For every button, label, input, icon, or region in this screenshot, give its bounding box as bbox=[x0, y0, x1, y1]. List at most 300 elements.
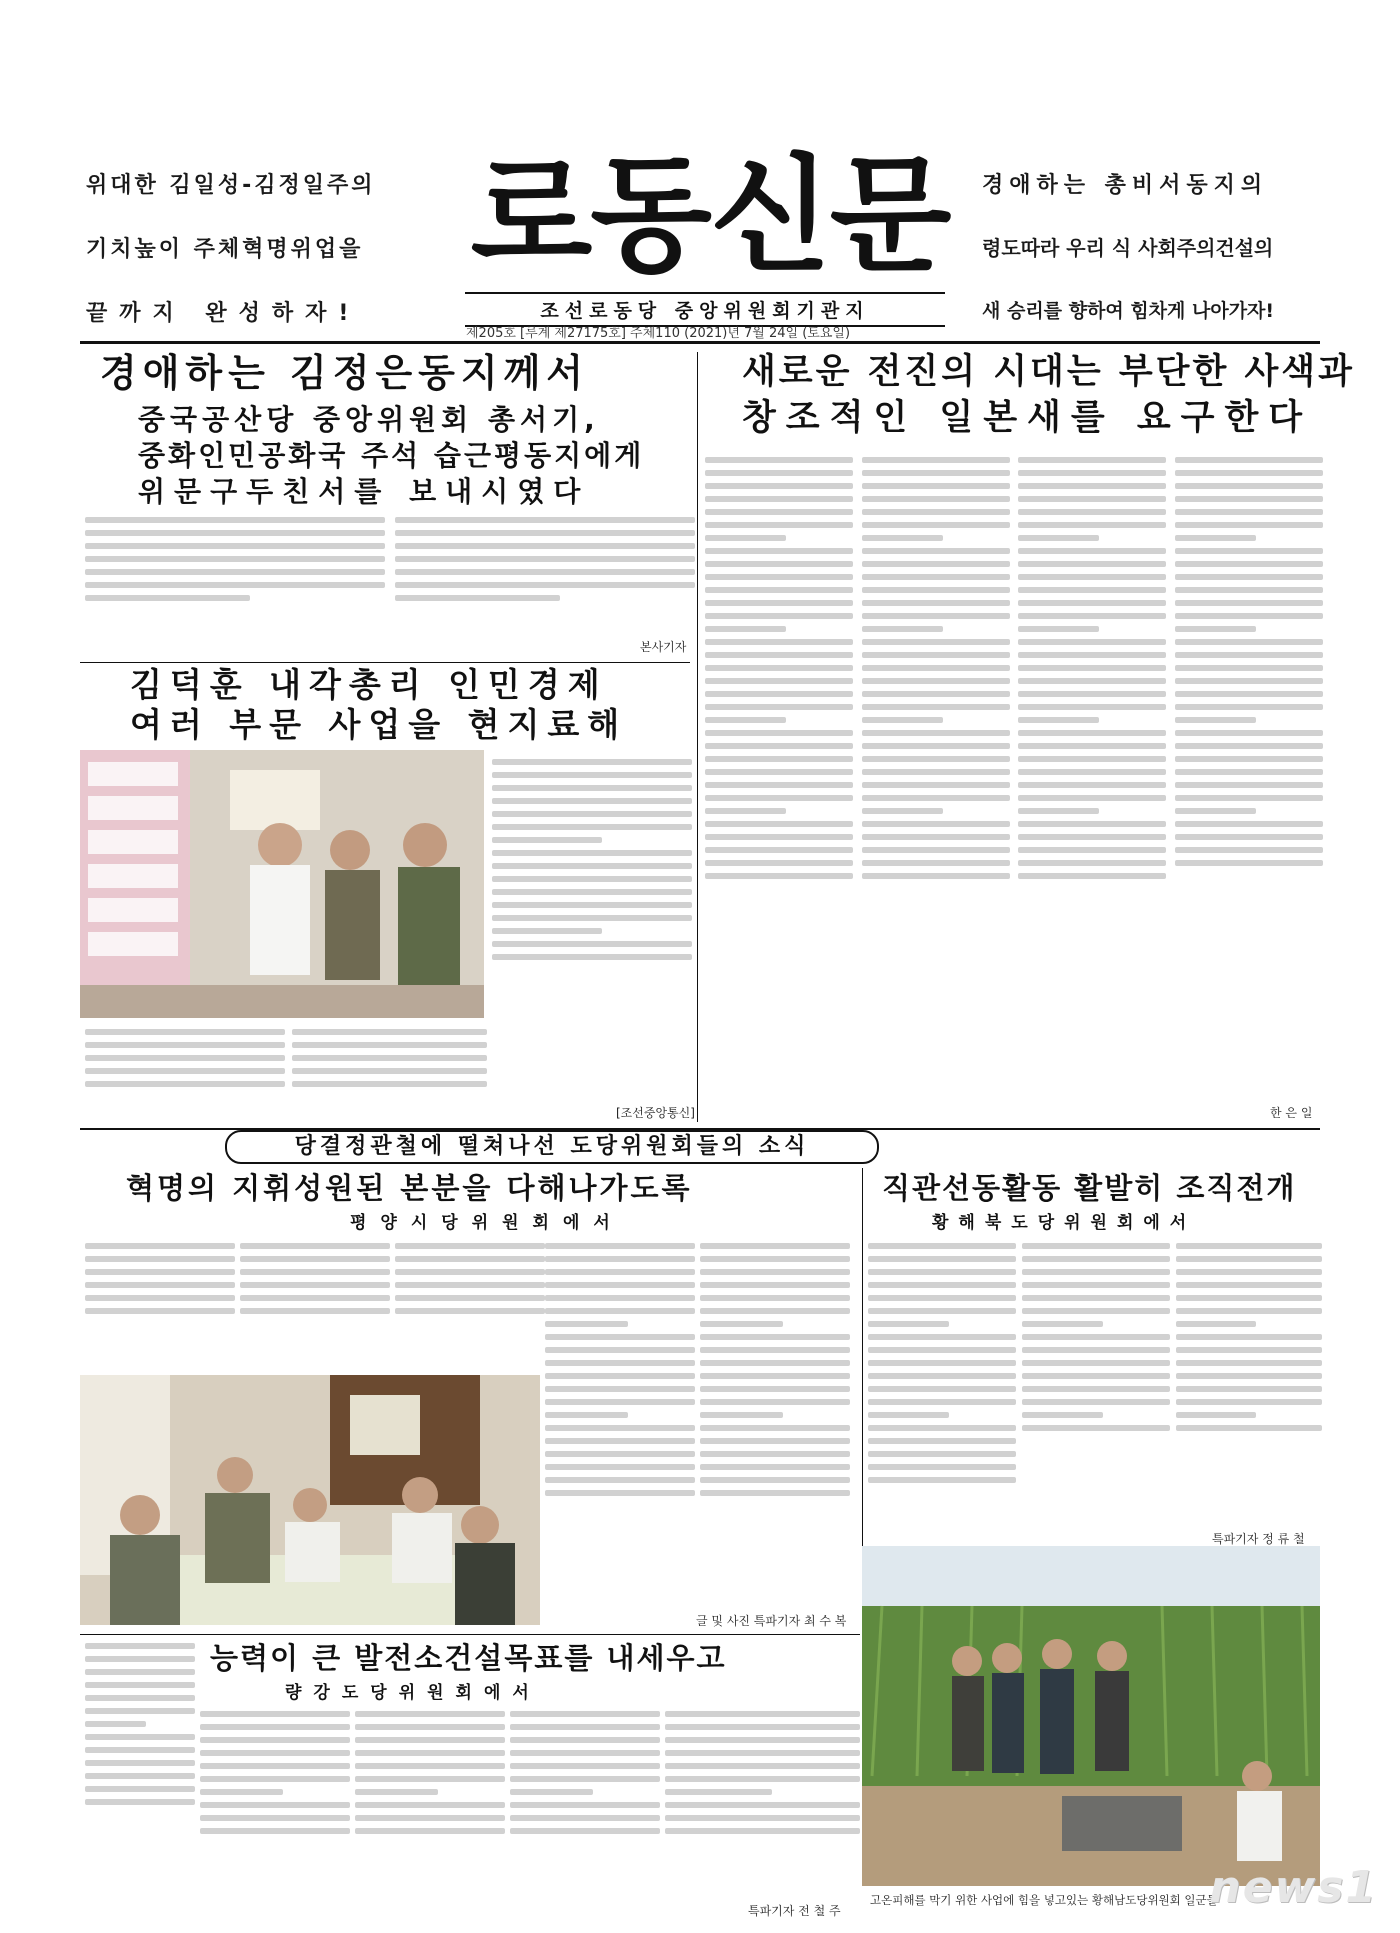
text-line bbox=[85, 1295, 235, 1301]
issue-info: 제205호 [루계 제27175호] 주체110 (2021)년 7월 24일 (토요일) bbox=[466, 326, 851, 341]
text-line bbox=[545, 1321, 628, 1327]
article1-body-col1 bbox=[85, 510, 385, 660]
text-line bbox=[492, 811, 692, 817]
text-line bbox=[492, 772, 692, 778]
text-line bbox=[85, 1042, 285, 1048]
text-line bbox=[862, 470, 1010, 476]
text-line bbox=[1018, 821, 1166, 827]
text-line bbox=[510, 1815, 660, 1821]
text-line bbox=[705, 600, 853, 606]
text-line bbox=[700, 1308, 850, 1314]
text-line bbox=[862, 574, 1010, 580]
article2-body-col3 bbox=[292, 1022, 487, 1122]
text-line bbox=[545, 1425, 695, 1431]
text-line bbox=[395, 543, 695, 549]
text-line bbox=[545, 1256, 695, 1262]
article3-subheadline: 평양시당위원회에서 bbox=[350, 1213, 624, 1233]
text-line bbox=[85, 1068, 285, 1074]
text-line bbox=[492, 759, 692, 765]
text-line bbox=[705, 769, 853, 775]
text-line bbox=[510, 1737, 660, 1743]
text-line bbox=[700, 1269, 850, 1275]
text-line bbox=[545, 1490, 695, 1496]
text-line bbox=[665, 1776, 860, 1782]
text-line bbox=[395, 582, 695, 588]
article1-subheadline-2: 중화인민공화국 주석 습근평동지에게 bbox=[138, 439, 645, 472]
text-line bbox=[700, 1477, 850, 1483]
editorial-body-col3 bbox=[1018, 450, 1166, 1120]
text-line bbox=[492, 850, 692, 856]
text-line bbox=[705, 795, 853, 801]
text-line bbox=[492, 824, 692, 830]
text-line bbox=[1018, 808, 1099, 814]
text-line bbox=[85, 1682, 195, 1688]
text-line bbox=[1175, 717, 1256, 723]
text-line bbox=[1176, 1308, 1322, 1314]
text-line bbox=[355, 1711, 505, 1717]
text-line bbox=[862, 782, 1010, 788]
text-line bbox=[862, 834, 1010, 840]
text-line bbox=[292, 1042, 487, 1048]
text-line bbox=[1175, 756, 1323, 762]
text-line bbox=[545, 1269, 695, 1275]
text-line bbox=[862, 600, 1010, 606]
text-line bbox=[1175, 535, 1256, 541]
text-line bbox=[868, 1399, 1016, 1405]
text-line bbox=[292, 1068, 487, 1074]
text-line bbox=[705, 808, 786, 814]
text-line bbox=[1176, 1399, 1322, 1405]
text-line bbox=[868, 1386, 1016, 1392]
article5-body-col4 bbox=[510, 1704, 660, 1908]
text-line bbox=[1018, 587, 1166, 593]
text-line bbox=[1176, 1347, 1322, 1353]
text-line bbox=[705, 691, 853, 697]
article4-body-col3 bbox=[1176, 1236, 1322, 1536]
text-line bbox=[700, 1347, 850, 1353]
text-line bbox=[1176, 1425, 1322, 1431]
text-line bbox=[1175, 613, 1323, 619]
text-line bbox=[862, 652, 1010, 658]
text-line bbox=[1175, 730, 1323, 736]
text-line bbox=[85, 569, 385, 575]
text-line bbox=[355, 1737, 505, 1743]
text-line bbox=[240, 1256, 390, 1262]
article5-subheadline: 량강도당위원회에서 bbox=[285, 1683, 541, 1703]
text-line bbox=[868, 1282, 1016, 1288]
text-line bbox=[705, 561, 853, 567]
text-line bbox=[1176, 1295, 1322, 1301]
text-line bbox=[395, 595, 560, 601]
text-line bbox=[292, 1029, 487, 1035]
text-line bbox=[395, 556, 695, 562]
farm-photo-illustration bbox=[862, 1546, 1320, 1886]
text-line bbox=[200, 1711, 350, 1717]
text-line bbox=[1018, 522, 1166, 528]
text-line bbox=[1022, 1243, 1170, 1249]
newspaper-title: 로동신문 bbox=[470, 141, 950, 289]
text-line bbox=[1018, 860, 1166, 866]
text-line bbox=[862, 873, 1010, 879]
text-line bbox=[868, 1464, 1016, 1470]
text-line bbox=[862, 626, 943, 632]
article2-byline: [조선중앙통신] bbox=[616, 1106, 695, 1120]
text-line bbox=[862, 743, 1010, 749]
text-line bbox=[1175, 743, 1323, 749]
text-line bbox=[85, 1786, 195, 1792]
left-slogan-line-1: 위대한 김일성-김정일주의 bbox=[86, 173, 376, 198]
text-line bbox=[868, 1321, 949, 1327]
article1-byline: 본사기자 bbox=[640, 640, 687, 654]
text-line bbox=[85, 1747, 195, 1753]
right-slogan-line-2: 령도따라 우리 식 사회주의건설의 bbox=[982, 236, 1274, 260]
text-line bbox=[200, 1828, 350, 1834]
text-line bbox=[1176, 1373, 1322, 1379]
text-line bbox=[85, 530, 385, 536]
masthead-rule bbox=[80, 341, 1320, 344]
text-line bbox=[510, 1750, 660, 1756]
article4-headline: 직관선동활동 활발히 조직전개 bbox=[882, 1171, 1297, 1205]
text-line bbox=[862, 509, 1010, 515]
text-line bbox=[85, 1256, 235, 1262]
text-line bbox=[1022, 1295, 1170, 1301]
text-line bbox=[395, 1256, 545, 1262]
text-line bbox=[240, 1269, 390, 1275]
article5-body-col2 bbox=[200, 1704, 350, 1908]
text-line bbox=[705, 821, 853, 827]
text-line bbox=[240, 1308, 390, 1314]
text-line bbox=[862, 730, 1010, 736]
text-line bbox=[1175, 860, 1323, 866]
text-line bbox=[1018, 561, 1166, 567]
text-line bbox=[705, 782, 853, 788]
text-line bbox=[700, 1334, 850, 1340]
text-line bbox=[862, 691, 1010, 697]
text-line bbox=[200, 1750, 350, 1756]
text-line bbox=[700, 1451, 850, 1457]
text-line bbox=[1018, 678, 1166, 684]
text-line bbox=[1018, 509, 1166, 515]
text-line bbox=[1175, 678, 1323, 684]
text-line bbox=[510, 1724, 660, 1730]
article5-body-col1 bbox=[85, 1636, 195, 1908]
text-line bbox=[545, 1334, 695, 1340]
article1-headline: 경애하는 김정은동지께서 bbox=[100, 351, 590, 395]
text-line bbox=[1176, 1334, 1322, 1340]
text-line bbox=[1175, 795, 1323, 801]
bottom-right-photo-caption: 고온피해를 막기 위한 사업에 힘을 넣고있는 황해남도당위원회 일군들 bbox=[870, 1893, 1218, 1907]
text-line bbox=[1018, 717, 1099, 723]
text-line bbox=[700, 1412, 783, 1418]
text-line bbox=[545, 1412, 628, 1418]
text-line bbox=[492, 889, 692, 895]
text-line bbox=[545, 1399, 695, 1405]
article3-byline: 글 및 사진 특파기자 최 수 복 bbox=[696, 1614, 847, 1628]
article3-headline: 혁명의 지휘성원된 본분을 다해나가도록 bbox=[126, 1171, 693, 1205]
text-line bbox=[705, 509, 853, 515]
text-line bbox=[85, 1282, 235, 1288]
text-line bbox=[705, 743, 853, 749]
text-line bbox=[862, 795, 1010, 801]
text-line bbox=[862, 535, 943, 541]
text-line bbox=[705, 483, 853, 489]
text-line bbox=[665, 1737, 860, 1743]
text-line bbox=[665, 1789, 772, 1795]
text-line bbox=[1175, 782, 1323, 788]
text-line bbox=[395, 1308, 545, 1314]
text-line bbox=[545, 1438, 695, 1444]
text-line bbox=[700, 1243, 850, 1249]
editorial-body-col2 bbox=[862, 450, 1010, 1120]
text-line bbox=[665, 1802, 860, 1808]
editorial-byline: 한 은 일 bbox=[1270, 1106, 1313, 1120]
text-line bbox=[395, 530, 695, 536]
text-line bbox=[705, 587, 853, 593]
text-line bbox=[665, 1724, 860, 1730]
article2-photo bbox=[80, 750, 484, 1018]
text-line bbox=[85, 1760, 195, 1766]
article5-rule bbox=[80, 1634, 860, 1635]
text-line bbox=[355, 1789, 438, 1795]
text-line bbox=[1018, 574, 1166, 580]
text-line bbox=[705, 873, 853, 879]
text-line bbox=[1175, 821, 1323, 827]
text-line bbox=[545, 1243, 695, 1249]
text-line bbox=[1175, 496, 1323, 502]
text-line bbox=[545, 1386, 695, 1392]
text-line bbox=[85, 517, 385, 523]
text-line bbox=[240, 1282, 390, 1288]
text-line bbox=[492, 863, 692, 869]
text-line bbox=[85, 1799, 195, 1805]
text-line bbox=[1018, 457, 1166, 463]
text-line bbox=[395, 569, 695, 575]
text-line bbox=[1018, 613, 1166, 619]
news1-watermark: news1 bbox=[1209, 1862, 1378, 1913]
text-line bbox=[862, 717, 943, 723]
text-line bbox=[868, 1412, 949, 1418]
text-line bbox=[700, 1464, 850, 1470]
text-line bbox=[862, 457, 1010, 463]
text-line bbox=[492, 798, 692, 804]
article5-body-col5 bbox=[665, 1704, 860, 1908]
text-line bbox=[492, 954, 692, 960]
text-line bbox=[85, 1656, 195, 1662]
article4-subheadline: 황해북도당위원회에서 bbox=[932, 1213, 1197, 1233]
text-line bbox=[1018, 795, 1166, 801]
photo-illustration bbox=[80, 750, 484, 1018]
text-line bbox=[705, 626, 786, 632]
text-line bbox=[85, 1695, 195, 1701]
text-line bbox=[1018, 548, 1166, 554]
text-line bbox=[1175, 626, 1256, 632]
text-line bbox=[355, 1828, 505, 1834]
meeting-photo-illustration bbox=[80, 1375, 540, 1625]
text-line bbox=[700, 1425, 850, 1431]
article5-byline: 특파기자 전 철 주 bbox=[748, 1904, 841, 1918]
text-line bbox=[545, 1347, 695, 1353]
text-line bbox=[700, 1321, 783, 1327]
text-line bbox=[200, 1724, 350, 1730]
text-line bbox=[862, 483, 1010, 489]
text-line bbox=[862, 548, 1010, 554]
text-line bbox=[1018, 626, 1099, 632]
text-line bbox=[1175, 470, 1323, 476]
text-line bbox=[705, 847, 853, 853]
right-slogan-line-3: 새 승리를 향하여 힘차게 나아가자! bbox=[982, 300, 1275, 322]
text-line bbox=[1022, 1282, 1170, 1288]
text-line bbox=[862, 613, 1010, 619]
text-line bbox=[1018, 743, 1166, 749]
right-slogan-line-1: 경애하는 총비서동지의 bbox=[982, 173, 1269, 198]
text-line bbox=[705, 717, 786, 723]
text-line bbox=[1175, 652, 1323, 658]
article1-subheadline-3: 위문구두친서를 보내시였다 bbox=[138, 475, 590, 508]
text-line bbox=[868, 1425, 1016, 1431]
text-line bbox=[85, 1708, 195, 1714]
text-line bbox=[1176, 1321, 1256, 1327]
text-line bbox=[868, 1451, 1016, 1457]
text-line bbox=[85, 1243, 235, 1249]
text-line bbox=[1018, 470, 1166, 476]
text-line bbox=[200, 1737, 350, 1743]
text-line bbox=[1175, 847, 1323, 853]
text-line bbox=[85, 1029, 285, 1035]
section-banner: 당결정관철에 떨쳐나선 도당위원회들의 소식 bbox=[225, 1130, 879, 1164]
text-line bbox=[240, 1295, 390, 1301]
text-line bbox=[700, 1438, 850, 1444]
text-line bbox=[85, 1643, 195, 1649]
text-line bbox=[705, 613, 853, 619]
text-line bbox=[665, 1763, 860, 1769]
text-line bbox=[705, 678, 853, 684]
article3-body-col3 bbox=[395, 1236, 545, 1370]
text-line bbox=[862, 756, 1010, 762]
text-line bbox=[1175, 704, 1323, 710]
text-line bbox=[355, 1750, 505, 1756]
article2-headline-1: 김덕훈 내각총리 인민경제 bbox=[130, 665, 608, 704]
text-line bbox=[200, 1776, 350, 1782]
text-line bbox=[705, 535, 786, 541]
text-line bbox=[85, 1055, 285, 1061]
text-line bbox=[1022, 1334, 1170, 1340]
text-line bbox=[862, 561, 1010, 567]
text-line bbox=[510, 1776, 660, 1782]
newspaper-subtitle: 조선로동당 중앙위원회기관지 bbox=[465, 292, 945, 327]
text-line bbox=[862, 808, 943, 814]
text-line bbox=[1175, 548, 1323, 554]
text-line bbox=[1022, 1386, 1170, 1392]
text-line bbox=[492, 837, 602, 843]
text-line bbox=[705, 522, 853, 528]
article1-rule bbox=[80, 662, 690, 663]
text-line bbox=[1175, 574, 1323, 580]
text-line bbox=[510, 1763, 660, 1769]
text-line bbox=[1022, 1256, 1170, 1262]
column-divider bbox=[697, 352, 698, 1122]
text-line bbox=[1175, 639, 1323, 645]
text-line bbox=[700, 1256, 850, 1262]
text-line bbox=[355, 1815, 505, 1821]
article2-body-col1 bbox=[492, 752, 692, 1088]
text-line bbox=[85, 1081, 285, 1087]
text-line bbox=[545, 1295, 695, 1301]
editorial-headline-1: 새로운 전진의 시대는 부단한 사색과 bbox=[742, 352, 1355, 392]
text-line bbox=[85, 1669, 195, 1675]
text-line bbox=[862, 587, 1010, 593]
article1-subheadline-1: 중국공산당 중앙위원회 총서기, bbox=[138, 403, 600, 436]
text-line bbox=[705, 574, 853, 580]
text-line bbox=[705, 652, 853, 658]
text-line bbox=[355, 1802, 505, 1808]
text-line bbox=[862, 704, 1010, 710]
text-line bbox=[868, 1308, 1016, 1314]
text-line bbox=[705, 860, 853, 866]
left-slogan-line-2: 기치높이 주체혁명위업을 bbox=[86, 237, 364, 262]
text-line bbox=[705, 470, 853, 476]
text-line bbox=[85, 1734, 195, 1740]
text-line bbox=[395, 1269, 545, 1275]
article3-body-col1 bbox=[85, 1236, 235, 1370]
editorial-headline-2: 창조적인 일본새를 요구한다 bbox=[742, 398, 1313, 438]
editorial-body-col4 bbox=[1175, 450, 1323, 1100]
text-line bbox=[545, 1360, 695, 1366]
text-line bbox=[1022, 1347, 1170, 1353]
text-line bbox=[700, 1282, 850, 1288]
text-line bbox=[700, 1490, 850, 1496]
text-line bbox=[868, 1347, 1016, 1353]
text-line bbox=[1018, 600, 1166, 606]
text-line bbox=[705, 730, 853, 736]
text-line bbox=[395, 1243, 545, 1249]
text-line bbox=[1175, 509, 1323, 515]
text-line bbox=[395, 1295, 545, 1301]
article3-body-col5 bbox=[700, 1236, 850, 1636]
text-line bbox=[545, 1308, 695, 1314]
text-line bbox=[705, 457, 853, 463]
text-line bbox=[868, 1334, 1016, 1340]
text-line bbox=[862, 860, 1010, 866]
text-line bbox=[292, 1055, 487, 1061]
text-line bbox=[868, 1269, 1016, 1275]
article2-headline-2: 여러 부문 사업을 현지료해 bbox=[130, 705, 628, 744]
article3-photo bbox=[80, 1375, 540, 1625]
text-line bbox=[545, 1477, 695, 1483]
text-line bbox=[545, 1464, 695, 1470]
text-line bbox=[665, 1815, 860, 1821]
text-line bbox=[1175, 561, 1323, 567]
text-line bbox=[1176, 1256, 1322, 1262]
text-line bbox=[1018, 665, 1166, 671]
text-line bbox=[1018, 834, 1166, 840]
text-line bbox=[492, 941, 692, 947]
text-line bbox=[1176, 1243, 1322, 1249]
text-line bbox=[868, 1256, 1016, 1262]
text-line bbox=[1022, 1399, 1170, 1405]
article4-byline: 특파기자 정 류 철 bbox=[1212, 1532, 1305, 1546]
text-line bbox=[492, 785, 692, 791]
article4-body-col2 bbox=[1022, 1236, 1170, 1536]
text-line bbox=[85, 543, 385, 549]
text-line bbox=[510, 1711, 660, 1717]
text-line bbox=[510, 1789, 593, 1795]
text-line bbox=[240, 1243, 390, 1249]
text-line bbox=[292, 1081, 487, 1087]
text-line bbox=[1022, 1425, 1170, 1431]
text-line bbox=[1018, 639, 1166, 645]
text-line bbox=[705, 639, 853, 645]
article3-body-col2 bbox=[240, 1236, 390, 1370]
